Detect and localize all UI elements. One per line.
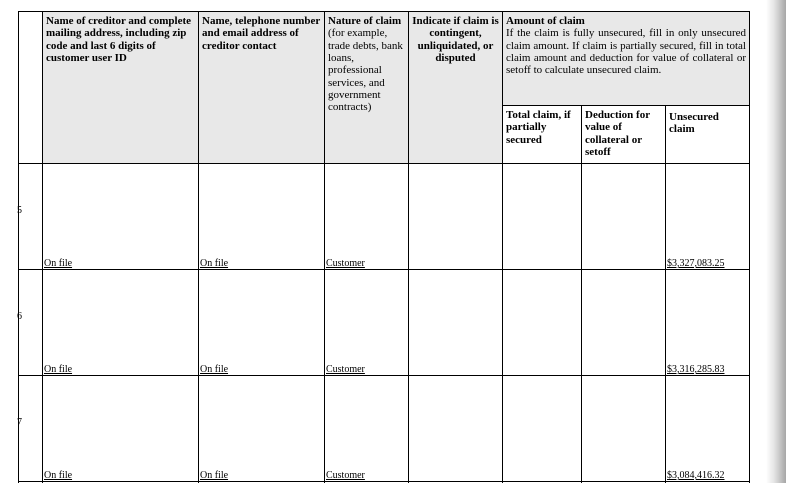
- indicator-cell: [409, 164, 503, 270]
- unsecured-claim-cell: $3,084,416.32: [666, 376, 750, 482]
- total-claim-header: Total claim, if partially secured: [503, 106, 582, 164]
- nature-cell: Customer: [325, 270, 409, 376]
- nature-of-claim-title: Nature of claim: [328, 15, 402, 27]
- nature-of-claim-description: (for example, trade debts, bank loans, professional services, and government contracts): [328, 27, 403, 114]
- total-claim-cell: [503, 376, 582, 482]
- total-claim-cell: [503, 164, 582, 270]
- creditor-cell: On file: [43, 164, 199, 270]
- deduction-cell: [582, 164, 666, 270]
- row-number-label: 5: [17, 205, 22, 216]
- deduction-cell: [582, 376, 666, 482]
- contact-cell: On file: [199, 376, 325, 482]
- total-claim-cell: [503, 270, 582, 376]
- creditor-name-header: Name of creditor and complete mailing address, including zip code and last 6 digits of customer user ID: [43, 12, 199, 164]
- indicator-cell: [409, 270, 503, 376]
- unsecured-claim-cell: $3,316,285.83: [666, 270, 750, 376]
- nature-of-claim-header: [325, 12, 409, 164]
- creditor-claims-table: [18, 11, 750, 483]
- amount-of-claim-header: [503, 12, 750, 106]
- nature-cell: Customer: [325, 376, 409, 482]
- table-row: [19, 164, 750, 270]
- indicator-cell: [409, 376, 503, 482]
- contact-cell: On file: [199, 270, 325, 376]
- creditor-cell: On file: [43, 376, 199, 482]
- deduction-header: Deduction for value of collateral or setoff: [582, 106, 666, 164]
- row-number-label: 6: [17, 311, 22, 322]
- contact-cell: On file: [199, 164, 325, 270]
- row-number-label: 7: [17, 417, 22, 428]
- claim-status-header: Indicate if claim is contingent, unliquidated, or disputed: [409, 12, 503, 164]
- row-number-header: [19, 12, 43, 164]
- row-number-cell: [19, 376, 43, 482]
- amount-of-claim-title: Amount of claim: [506, 15, 585, 27]
- row-number-cell: [19, 164, 43, 270]
- creditor-cell: On file: [43, 270, 199, 376]
- table-row: [19, 270, 750, 376]
- deduction-cell: [582, 270, 666, 376]
- amount-of-claim-description: If the claim is fully unsecured, fill in only unsecured claim amount. If claim is partially secured, fill in total claim amount and deduction for value of collateral or setoff to calculate unsecured claim.: [506, 27, 746, 77]
- row-number-cell: [19, 270, 43, 376]
- unsecured-claim-cell: $3,327,083.25: [666, 164, 750, 270]
- page-edge-shadow: [766, 0, 786, 483]
- table-row: [19, 376, 750, 482]
- creditor-contact-header: Name, telephone number and email address of creditor contact: [199, 12, 325, 164]
- unsecured-claim-header: Unsecured claim: [666, 106, 750, 164]
- nature-cell: Customer: [325, 164, 409, 270]
